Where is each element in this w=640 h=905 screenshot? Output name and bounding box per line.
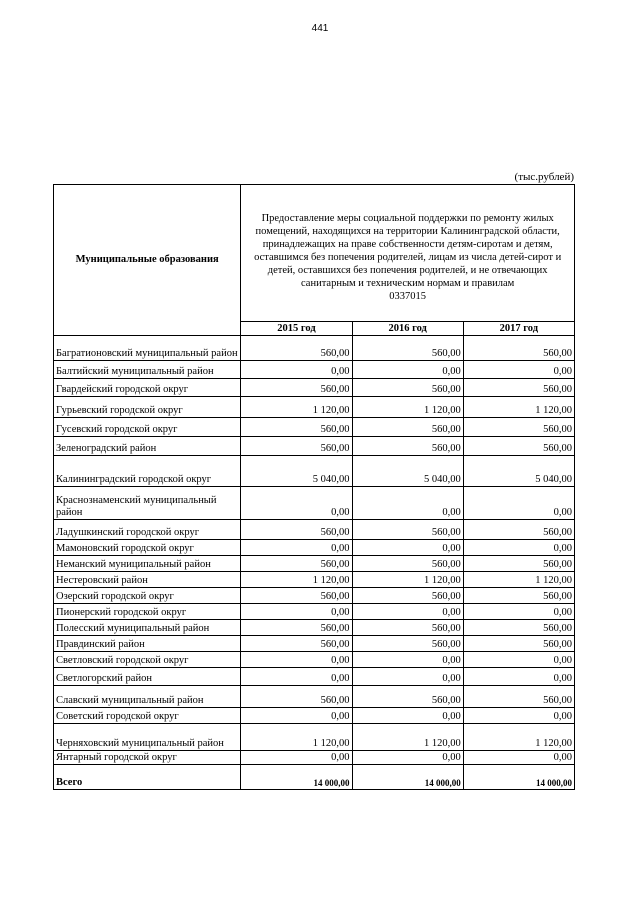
value-2016: 560,00	[352, 620, 463, 636]
table-row	[54, 686, 575, 708]
units-label: (тыс.рублей)	[514, 171, 574, 183]
value-2017: 0,00	[463, 487, 574, 520]
value-2015: 0,00	[241, 668, 352, 686]
value-2015: 0,00	[241, 652, 352, 668]
table-row	[54, 708, 575, 724]
value-2017: 1 120,00	[463, 572, 574, 588]
value-2016: 0,00	[352, 487, 463, 520]
municipality-name: Светлогорский район	[54, 668, 241, 686]
table-row	[54, 487, 575, 520]
value-2017: 0,00	[463, 604, 574, 620]
value-2015: 560,00	[241, 588, 352, 604]
table-row	[54, 724, 575, 751]
value-2017: 560,00	[463, 620, 574, 636]
value-2016: 5 040,00	[352, 456, 463, 487]
table-row	[54, 336, 575, 361]
header-code: 0337015	[389, 291, 427, 302]
municipality-name: Нестеровский район	[54, 572, 241, 588]
value-2015: 560,00	[241, 379, 352, 397]
value-2017: 0,00	[463, 361, 574, 379]
value-2015: 560,00	[241, 686, 352, 708]
header-title-text: Предоставление меры социальной поддержки по ремонту жилых помещений, находящихся на территории Калининградской области, принадлежащих на праве собственности детям-сиротам и детям, оставшимся без попечения родителей, лицам из числа детей-сирот и детей, оставшихся без попечения родителей, и не отвечающих санитарным и техническим нормам и правилам	[254, 213, 562, 289]
municipality-name: Калининградский городской округ	[54, 456, 241, 487]
value-2016: 1 120,00	[352, 724, 463, 751]
total-label: Всего	[54, 765, 241, 790]
value-2017: 5 040,00	[463, 456, 574, 487]
value-2017: 0,00	[463, 751, 574, 765]
municipality-name: Багратионовский муниципальный район	[54, 336, 241, 361]
table-row	[54, 652, 575, 668]
value-2015: 560,00	[241, 418, 352, 437]
value-2016: 560,00	[352, 336, 463, 361]
header-year-2015: 2015 год	[241, 322, 352, 336]
value-2016: 0,00	[352, 540, 463, 556]
value-2015: 560,00	[241, 520, 352, 540]
value-2015: 1 120,00	[241, 724, 352, 751]
subsidy-table	[53, 184, 575, 790]
table-row	[54, 540, 575, 556]
table-row	[54, 397, 575, 418]
table-row	[54, 456, 575, 487]
municipality-name: Черняховский муниципальный район	[54, 724, 241, 751]
value-2016: 560,00	[352, 520, 463, 540]
value-2016: 560,00	[352, 437, 463, 456]
total-2016: 14 000,00	[352, 765, 463, 790]
municipality-name: Гурьевский городской округ	[54, 397, 241, 418]
table-row	[54, 418, 575, 437]
value-2015: 1 120,00	[241, 572, 352, 588]
value-2015: 0,00	[241, 604, 352, 620]
value-2017: 0,00	[463, 652, 574, 668]
value-2017: 560,00	[463, 556, 574, 572]
value-2015: 560,00	[241, 437, 352, 456]
value-2017: 560,00	[463, 379, 574, 397]
value-2015: 5 040,00	[241, 456, 352, 487]
table-row	[54, 604, 575, 620]
value-2015: 0,00	[241, 361, 352, 379]
total-row	[54, 765, 575, 790]
table-row	[54, 437, 575, 456]
value-2015: 0,00	[241, 708, 352, 724]
value-2016: 560,00	[352, 418, 463, 437]
header-title	[241, 185, 575, 322]
value-2017: 560,00	[463, 418, 574, 437]
value-2016: 0,00	[352, 751, 463, 765]
municipality-name: Полесский муниципальный район	[54, 620, 241, 636]
value-2017: 0,00	[463, 540, 574, 556]
total-2015: 14 000,00	[241, 765, 352, 790]
value-2016: 560,00	[352, 636, 463, 652]
value-2015: 0,00	[241, 751, 352, 765]
municipality-name: Пионерский городской округ	[54, 604, 241, 620]
municipality-name: Правдинский район	[54, 636, 241, 652]
value-2015: 560,00	[241, 336, 352, 361]
value-2017: 560,00	[463, 520, 574, 540]
municipality-name: Гвардейский городской округ	[54, 379, 241, 397]
table-row	[54, 520, 575, 540]
value-2016: 1 120,00	[352, 397, 463, 418]
value-2017: 0,00	[463, 668, 574, 686]
value-2016: 0,00	[352, 668, 463, 686]
value-2015: 560,00	[241, 620, 352, 636]
table-row	[54, 620, 575, 636]
value-2016: 560,00	[352, 686, 463, 708]
table-row	[54, 588, 575, 604]
municipality-name: Балтийский муниципальный район	[54, 361, 241, 379]
header-municipalities: Муниципальные образования	[54, 185, 241, 336]
value-2017: 1 120,00	[463, 724, 574, 751]
value-2017: 1 120,00	[463, 397, 574, 418]
value-2017: 560,00	[463, 336, 574, 361]
value-2016: 0,00	[352, 361, 463, 379]
value-2017: 560,00	[463, 686, 574, 708]
value-2015: 0,00	[241, 540, 352, 556]
municipality-name: Озерский городской округ	[54, 588, 241, 604]
value-2016: 0,00	[352, 708, 463, 724]
page-number: 441	[311, 23, 329, 34]
value-2017: 0,00	[463, 708, 574, 724]
value-2016: 560,00	[352, 379, 463, 397]
total-2017: 14 000,00	[463, 765, 574, 790]
municipality-name: Янтарный городской округ	[54, 751, 241, 765]
table-row	[54, 572, 575, 588]
value-2017: 560,00	[463, 588, 574, 604]
table-row	[54, 668, 575, 686]
table-row	[54, 636, 575, 652]
value-2015: 0,00	[241, 487, 352, 520]
header-year-2017: 2017 год	[463, 322, 574, 336]
value-2016: 560,00	[352, 556, 463, 572]
value-2017: 560,00	[463, 636, 574, 652]
value-2015: 560,00	[241, 636, 352, 652]
value-2017: 560,00	[463, 437, 574, 456]
value-2016: 560,00	[352, 588, 463, 604]
value-2016: 0,00	[352, 652, 463, 668]
municipality-name: Зеленоградский район	[54, 437, 241, 456]
municipality-name: Краснознаменский муниципальный район	[54, 487, 241, 520]
value-2015: 1 120,00	[241, 397, 352, 418]
municipality-name: Советский городской округ	[54, 708, 241, 724]
municipality-name: Ладушкинский городской округ	[54, 520, 241, 540]
municipality-name: Мамоновский городской округ	[54, 540, 241, 556]
municipality-name: Славский муниципальный район	[54, 686, 241, 708]
table-row	[54, 379, 575, 397]
value-2016: 1 120,00	[352, 572, 463, 588]
table-row	[54, 556, 575, 572]
value-2015: 560,00	[241, 556, 352, 572]
municipality-name: Светловский городской округ	[54, 652, 241, 668]
table-row	[54, 361, 575, 379]
municipality-name: Гусевский городской округ	[54, 418, 241, 437]
value-2016: 0,00	[352, 604, 463, 620]
municipality-name: Неманский муниципальный район	[54, 556, 241, 572]
header-year-2016: 2016 год	[352, 322, 463, 336]
table-row	[54, 751, 575, 765]
